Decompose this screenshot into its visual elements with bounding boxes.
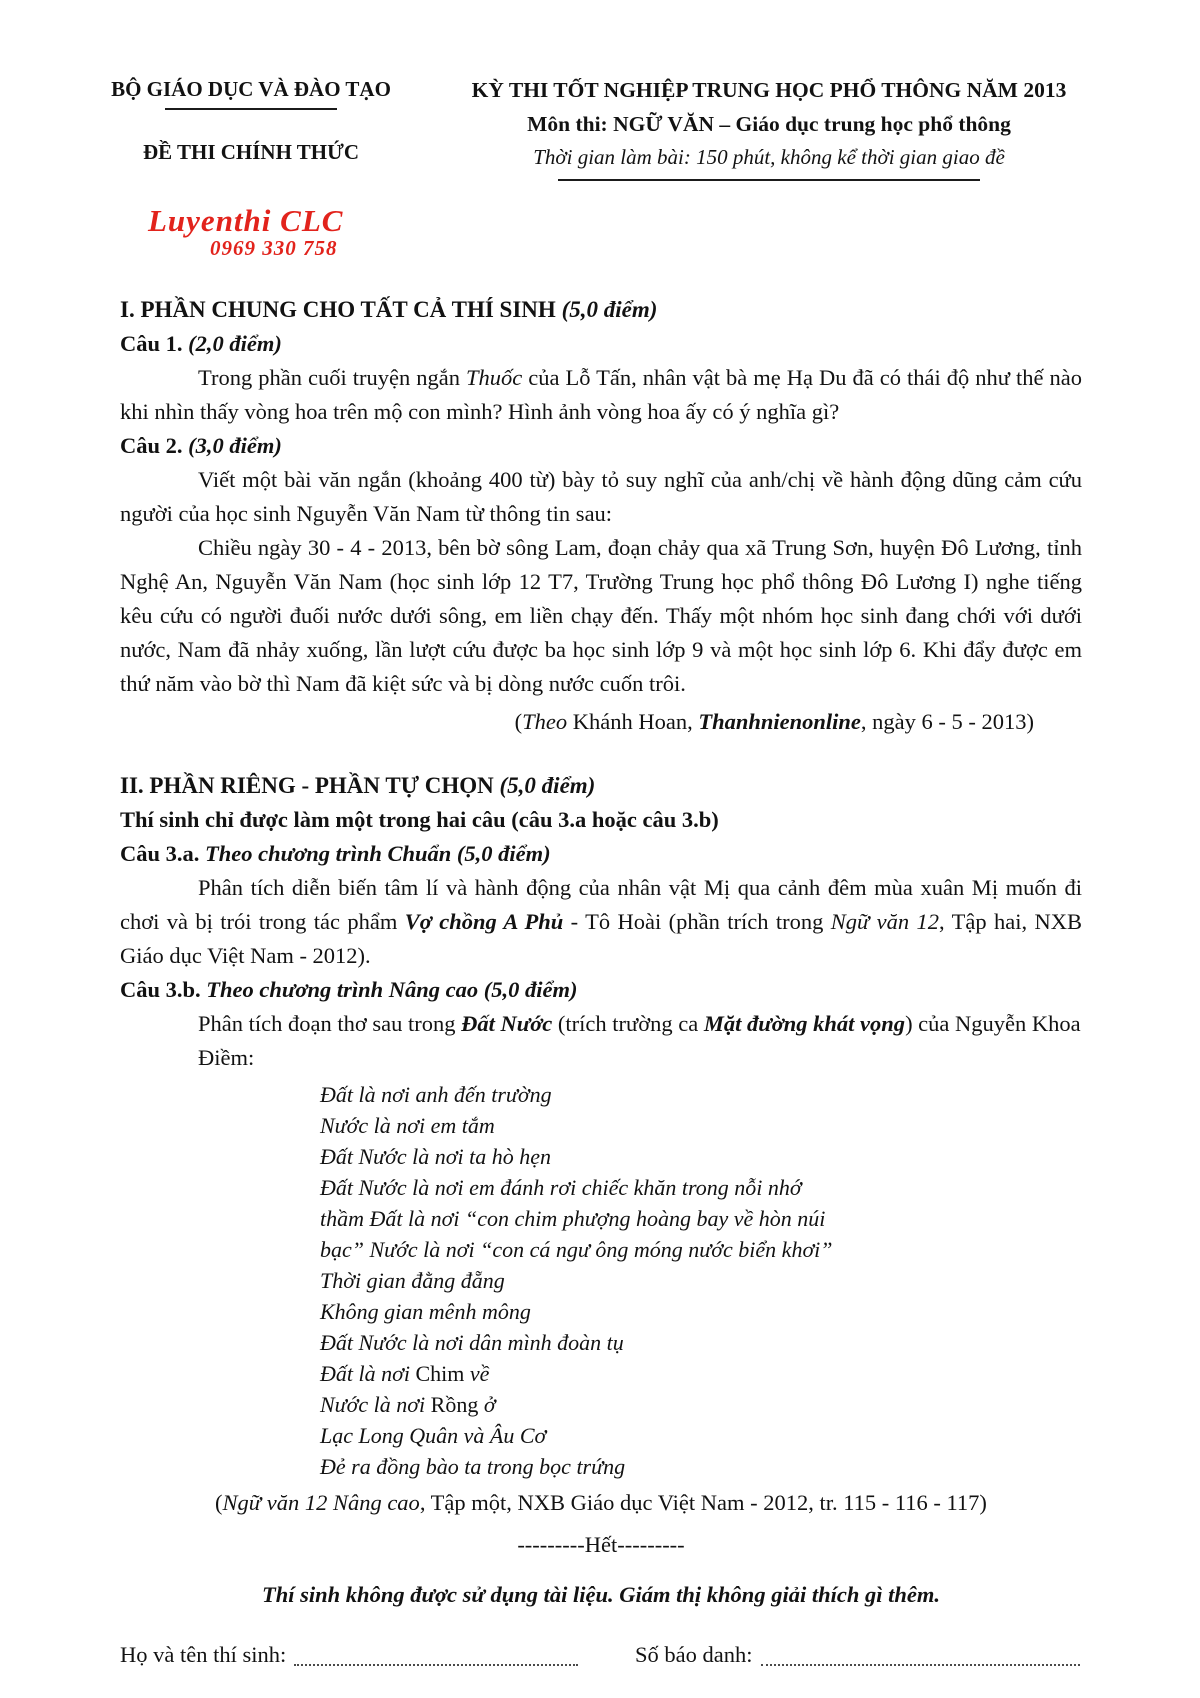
poem-line-part: ở (478, 1392, 496, 1417)
candidate-name-dotted-line (294, 1640, 578, 1666)
question-3b-label: Câu 3.b. (120, 977, 207, 1002)
poem-line-part: Đất là nơi (320, 1361, 416, 1386)
question-3b-title: Theo chương trình Nâng cao (206, 977, 484, 1002)
question-1-work-title: Thuốc (465, 365, 523, 390)
poem-line (320, 1358, 1082, 1389)
question-3a-text (120, 871, 1082, 973)
ministry-name: BỘ GIÁO DỤC VÀ ĐÀO TẠO (111, 77, 391, 101)
poem-line: thầm Đất là nơi “con chim phượng hoàng bay về hòn núi (320, 1206, 826, 1231)
source-text-part: Khánh Hoan, (567, 709, 699, 734)
header-right-column (410, 76, 1128, 181)
section-2-note: Thí sinh chỉ được làm một trong hai câu (câu 3.a hoặc câu 3.b) (120, 807, 719, 832)
question-3b-text (198, 1007, 1082, 1075)
question-3a-points: (5,0 điểm) (456, 841, 551, 866)
question-3b-text-part: ) của Nguyễn Khoa Điềm: (198, 1011, 1081, 1070)
section-1-heading-text: I. PHẦN CHUNG CHO TẤT CẢ THÍ SINH (120, 297, 562, 322)
question-3a-textbook: Ngữ văn 12 (830, 909, 940, 934)
poem-line-part: về (464, 1361, 490, 1386)
question-3a-label: Câu 3.a. (120, 841, 206, 866)
logo-phone-number: 0969 330 758 (210, 236, 338, 260)
candidate-id-label: Số báo danh: (635, 1642, 753, 1667)
coaching-logo (148, 205, 1200, 259)
poem-line: Nước là nơi em tắm (320, 1113, 495, 1138)
citation-part: ( (215, 1490, 223, 1515)
question-1-text-part: của Lỗ Tấn, nhân vật bà mẹ Hạ Du đã có thái độ như thế nào khi nhìn thấy vòng hoa trên mộ con mình? Hình ảnh vòng hoa ấy có ý nghĩa gì? (120, 365, 1083, 424)
question-3a-work-title: Vợ chồng A Phủ (404, 909, 564, 934)
question-2-label: Câu 2. (120, 433, 189, 458)
poem-line (320, 1389, 1082, 1420)
section-1-heading (120, 293, 1082, 327)
question-3a-label-line (120, 837, 1082, 871)
question-3a-text-part: Phân tích diễn biến tâm lí và hành động của nhân vật Mị qua cảnh đêm mùa xuân Mị muốn đi chơi và bị trói trong tác phẩm (120, 875, 1082, 934)
question-1-text-part: Trong phần cuối truyện ngắn (198, 365, 466, 390)
duration-line: Thời gian làm bài: 150 phút, không kể thời gian giao đề (533, 145, 1005, 169)
poem-line: Đẻ ra đồng bào ta trong bọc trứng (320, 1454, 626, 1479)
candidate-fields-row (120, 1638, 1082, 1672)
duration-underline (558, 179, 980, 181)
question-3b-epic-title: Mặt đường khát vọng (703, 1011, 906, 1036)
ministry-underline (165, 108, 337, 110)
news-source-line (120, 705, 1082, 739)
exam-title: KỲ THI TỐT NGHIỆP TRUNG HỌC PHỔ THÔNG NĂM 2013 (471, 78, 1067, 102)
section-2-heading-points: (5,0 điểm) (499, 773, 596, 798)
source-text-part: , ngày 6 - 5 - 2013) (860, 709, 1034, 734)
poem-line-upright-word: Rồng (430, 1392, 479, 1417)
section-1-heading-points: (5,0 điểm) (561, 297, 658, 322)
question-3b-text-part: (trích trường ca (552, 1011, 704, 1036)
poem-line-part: Nước là nơi (320, 1392, 431, 1417)
section-2-heading (120, 769, 1082, 803)
end-of-paper-mark: ---------Hết--------- (517, 1532, 685, 1557)
candidate-id-field (635, 1638, 1082, 1672)
question-3a-text-part: , Tập hai, NXB Giáo dục Việt Nam - 2012). (120, 909, 1083, 968)
citation-book-title: Ngữ văn 12 Nâng cao (222, 1490, 420, 1515)
poem-line: Đất là nơi anh đến trường (320, 1082, 552, 1107)
exam-rules-warning: Thí sinh không được sử dụng tài liệu. Giám thị không giải thích gì thêm. (262, 1582, 940, 1607)
logo-text: Luyenthi CLC (148, 203, 344, 238)
poem-excerpt (320, 1079, 1082, 1482)
candidate-name-label: Họ và tên thí sinh: (120, 1642, 287, 1667)
section-2-heading-text: II. PHẦN RIÊNG - PHẦN TỰ CHỌN (120, 773, 500, 798)
official-exam-label: ĐỀ THI CHÍNH THỨC (142, 140, 360, 164)
question-1-points: (2,0 điểm) (188, 331, 282, 356)
question-3b-points: (5,0 điểm) (483, 977, 578, 1002)
question-1-label: Câu 1. (120, 331, 189, 356)
question-1-label-line (120, 327, 1082, 361)
question-2-points: (3,0 điểm) (188, 433, 282, 458)
question-3a-title: Theo chương trình Chuẩn (205, 841, 457, 866)
poem-line: Không gian mênh mông (320, 1299, 531, 1324)
document-body (0, 259, 1200, 1672)
question-2-news-excerpt: Chiều ngày 30 - 4 - 2013, bên bờ sông Lam, đoạn chảy qua xã Trung Sơn, huyện Đô Lương, tỉnh Nghệ An, Nguyễn Văn Nam (học sinh lớp 12 T7, Trường Trung học phổ thông Đô Lương I) nghe tiếng kêu cứu có người đuối nước dưới sông, em liền chạy đến. Thấy một nhóm học sinh đang chới với dưới nước, Nam đã nhảy xuống, lần lượt cứu được ba học sinh lớp 9 và một học sinh lớp 6. Khi đẩy được em thứ năm vào bờ thì Nam đã kiệt sức và bị dòng nước cuốn trôi. (120, 535, 1082, 696)
poem-line: Đất Nước là nơi em đánh rơi chiếc khăn trong nỗi nhớ (320, 1175, 802, 1200)
question-3b-text-part: Phân tích đoạn thơ sau trong (198, 1011, 462, 1036)
subject-line: Môn thi: NGỮ VĂN – Giáo dục trung học phổ thông (527, 112, 1011, 136)
question-1-text (120, 361, 1082, 429)
citation-part: , Tập một, NXB Giáo dục Việt Nam - 2012, tr. 115 - 116 - 117) (419, 1490, 987, 1515)
document-header (0, 0, 1200, 181)
source-theo: Theo (522, 709, 568, 734)
question-2-intro: Viết một bài văn ngắn (khoảng 400 từ) bày tỏ suy nghĩ của anh/chị về hành động dũng cảm cứu người của học sinh Nguyễn Văn Nam từ thông tin sau: (120, 467, 1082, 526)
question-3b-label-line (120, 973, 1082, 1007)
poem-line-upright-word: Chim (415, 1361, 465, 1386)
poem-line: Đất Nước là nơi ta hò hẹn (320, 1144, 552, 1169)
candidate-id-dotted-line (761, 1640, 1081, 1666)
header-left-column (92, 76, 410, 181)
source-site-name: Thanhnienonline (698, 709, 861, 734)
question-3a-text-part: - Tô Hoài (phần trích trong (563, 909, 831, 934)
poem-line: Thời gian đằng đẵng (320, 1268, 505, 1293)
poem-line: bạc” Nước là nơi “con cá ngư ông móng nước biển khơi” (320, 1237, 833, 1262)
poem-citation (120, 1486, 1082, 1520)
question-3b-poem-title: Đất Nước (461, 1011, 553, 1036)
candidate-name-field (120, 1638, 580, 1672)
poem-line: Lạc Long Quân và Âu Cơ (320, 1423, 547, 1448)
question-2-label-line (120, 429, 1082, 463)
source-text-part: ( (514, 709, 523, 734)
poem-line: Đất Nước là nơi dân mình đoàn tụ (320, 1330, 624, 1355)
